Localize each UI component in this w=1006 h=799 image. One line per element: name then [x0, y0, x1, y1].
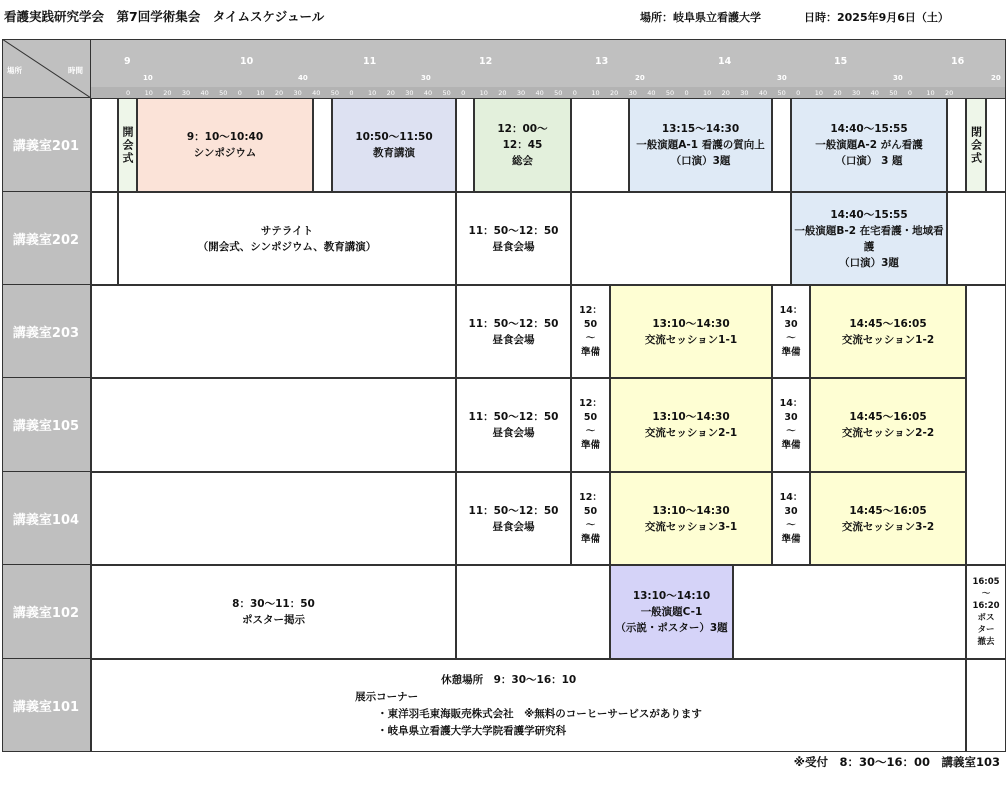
minute-tick-label: 40: [647, 89, 656, 97]
r105-prep-2: [772, 378, 810, 472]
a2-title: 一般演題A-2 がん看護: [815, 139, 923, 151]
room-label-105: 講義室105: [2, 378, 91, 472]
general-time: 12：00〜: [497, 123, 548, 135]
minute-tick-label: 0: [796, 89, 801, 97]
general-time-end: 12：45: [502, 139, 543, 151]
education-title: 教育講演: [373, 147, 415, 159]
minute-tick-label: 50: [330, 89, 340, 97]
session-time: 14:45〜16:05: [849, 504, 927, 517]
minute-tick-label: 10: [256, 89, 265, 97]
removal-start: 16:05: [972, 577, 1000, 587]
sub-minute-label: 20: [635, 74, 645, 82]
r102-poster-display: [91, 565, 456, 659]
minute-tick-label: 20: [163, 89, 172, 97]
r203-lunch: [456, 285, 571, 378]
lunch-label: 昼食会場: [492, 427, 535, 439]
r201-closing: [966, 98, 986, 192]
r201-break-1: [313, 98, 332, 192]
minute-tick-label: 40: [312, 89, 321, 97]
minute-tick-label: 50: [665, 89, 675, 97]
minute-tick-label: 50: [219, 89, 228, 97]
minute-tick-label: 30: [181, 89, 191, 97]
schedule-title: 看護実践研究学会 第7回学術集会 タイムスケジュール: [4, 9, 325, 24]
r104-prep-1: [571, 472, 610, 565]
prep-tilde: 〜: [585, 426, 596, 437]
room-label-203: 講義室203: [2, 285, 91, 378]
a2-time: 14:40〜15:55: [830, 123, 908, 135]
hour-label: 12: [479, 56, 493, 67]
r202-empty-mid: [571, 192, 791, 285]
minute-tick-label: 20: [386, 89, 395, 97]
hour-label: 9: [124, 56, 131, 67]
r201-symposium: [137, 98, 313, 192]
lunch-label: 昼食会場: [492, 240, 535, 253]
sub-minute-label: 30: [893, 74, 903, 82]
schedule-grid: [2, 39, 1006, 752]
r203-prep-2: [772, 285, 810, 378]
lunch-time: 11：50〜12：50: [468, 317, 559, 330]
prep-time: 12：50: [579, 491, 602, 517]
r202-satellite: [118, 192, 456, 285]
r203-session-1-2: [810, 285, 966, 378]
r203-empty-start: [91, 285, 456, 378]
minute-tick-label: 20: [833, 89, 842, 97]
c1-title: 一般演題C-1: [640, 606, 703, 618]
prep-time: 12：50: [579, 398, 602, 423]
minute-tick-label: 20: [498, 89, 507, 97]
minute-tick-label: 0: [907, 89, 912, 97]
hour-label: 14: [718, 56, 732, 67]
prep-time: 14：30: [779, 398, 803, 423]
poster-time: 8：30〜11：50: [232, 598, 315, 610]
prep-label: 準備: [580, 346, 600, 358]
session-title: 交流セッション1-2: [841, 333, 935, 346]
minute-tick-label: 40: [423, 89, 433, 97]
minute-tick-row: [91, 87, 1006, 98]
minute-tick-label: 50: [889, 89, 898, 97]
lunch-time: 11：50〜12：50: [468, 224, 559, 237]
r102-empty-mid: [456, 565, 610, 659]
r104-prep-2: [772, 472, 810, 565]
prep-label: 準備: [781, 440, 801, 451]
a1-sub: （口演）3題: [670, 155, 731, 167]
rest-time: 休憩場所 9：30〜16：10: [441, 673, 577, 686]
session-time: 14:45〜16:05: [849, 317, 927, 330]
prep-tilde: 〜: [786, 332, 796, 344]
r201-session-a1: [629, 98, 772, 192]
c1-time: 13:10〜14:10: [632, 590, 711, 602]
a1-title: 一般演題A-1 看護の質向上: [636, 139, 765, 151]
r201-opening: [118, 98, 137, 192]
r105-empty-start: [91, 378, 456, 472]
r105-session-2-2: [810, 378, 966, 472]
r105-lunch: [456, 378, 571, 472]
reception-note: ※受付 8：30〜16：00 講義室103: [793, 755, 1000, 769]
r105-session-2-1: [610, 378, 772, 472]
venue-label: 場所：岐阜県立看護大学: [640, 11, 761, 24]
poster-label: ポスター掲示: [242, 614, 305, 626]
exhibit-item: ・岐阜県立看護大学大学院看護学研究科: [377, 724, 567, 737]
minute-tick-label: 30: [740, 89, 749, 97]
sub-minute-label: 30: [421, 74, 431, 82]
r104-lunch: [456, 472, 571, 565]
r105-prep-1: [571, 378, 610, 472]
minute-tick-label: 40: [758, 89, 768, 97]
r201-education: [332, 98, 456, 192]
minute-tick-label: 10: [367, 89, 377, 97]
room-label-201: 講義室201: [2, 98, 91, 192]
r202-session-b2: [791, 192, 947, 285]
prep-label: 準備: [781, 346, 801, 358]
satellite-sub: （開会式、シンポジウム、教育講演）: [197, 240, 377, 253]
minute-tick-label: 30: [405, 89, 414, 97]
prep-time: 14：30: [779, 304, 803, 330]
r201-break-4: [772, 98, 791, 192]
session-title: 交流セッション1-1: [644, 333, 738, 346]
hour-label: 10: [240, 56, 254, 67]
b2-sub: （口演）3題: [839, 256, 899, 269]
minute-tick-label: 30: [293, 89, 302, 97]
session-time: 14:45〜16:05: [849, 411, 927, 423]
b2-title: 一般演題B-2 在宅看護・地域看護: [794, 224, 944, 253]
minute-tick-label: 40: [535, 89, 544, 97]
lunch-time: 11：50〜12：50: [468, 504, 559, 517]
room-label-101: 講義室101: [2, 659, 91, 752]
exhibit-title: 展示コーナー: [355, 690, 419, 703]
minute-tick-label: 40: [200, 89, 209, 97]
room-label-104: 講義室104: [2, 472, 91, 565]
session-time: 13:10〜14:30: [652, 504, 730, 517]
minute-tick-label: 30: [628, 89, 637, 97]
minute-tick-label: 50: [442, 89, 451, 97]
minute-tick-label: 10: [591, 89, 600, 97]
minute-tick-label: 10: [144, 89, 153, 97]
minute-tick-label: 0: [237, 89, 242, 97]
header-corner: [2, 39, 91, 98]
hour-label: 15: [834, 56, 848, 67]
satellite-title: サテライト: [260, 224, 314, 237]
prep-label: 準備: [781, 533, 801, 545]
r201-general-meeting: [474, 98, 571, 192]
minute-tick-label: 0: [572, 89, 577, 97]
minute-tick-label: 0: [349, 89, 354, 97]
r102-poster-removal: [966, 565, 1006, 659]
minute-tick-label: 40: [870, 89, 879, 97]
removal-tilde: 〜: [981, 589, 991, 599]
r101-rest-area: [91, 659, 966, 752]
r203-session-1-1: [610, 285, 772, 378]
minute-tick-label: 30: [516, 89, 526, 97]
r104-session-3-1: [610, 472, 772, 565]
exhibit-item: ・東洋羽毛東海販売株式会社 ※無料のコーヒーサービスがあります: [377, 707, 702, 720]
r102-empty-after: [733, 565, 966, 659]
minute-tick-label: 50: [777, 89, 786, 97]
session-title: 交流セッション2-2: [841, 427, 935, 439]
hour-label: 16: [951, 56, 965, 67]
corner-place-label: 場所: [7, 66, 22, 75]
session-time: 13:10〜14:30: [652, 411, 730, 423]
date-label: 日時：2025年9月6日（土）: [804, 11, 949, 24]
r202-lunch: [456, 192, 571, 285]
symposium-title: シンポジウム: [193, 147, 257, 159]
hour-label: 13: [595, 56, 609, 67]
prep-tilde: 〜: [786, 426, 796, 437]
b2-time: 14:40〜15:55: [830, 208, 908, 221]
r104-empty-start: [91, 472, 456, 565]
minute-tick-label: 10: [814, 89, 824, 97]
prep-label: 準備: [580, 440, 600, 451]
sub-minute-label: 30: [777, 74, 787, 82]
minute-tick-label: 50: [554, 89, 563, 97]
removal-end: 16:20: [972, 601, 1000, 611]
lunch-label: 昼食会場: [492, 333, 535, 346]
r102-session-c1: [610, 565, 733, 659]
symposium-time: 9：10〜10:40: [186, 131, 264, 143]
minute-tick-label: 0: [684, 89, 689, 97]
prep-tilde: 〜: [585, 332, 596, 344]
minute-tick-label: 10: [703, 89, 712, 97]
r201-break-5: [947, 98, 966, 192]
r201-break-2: [456, 98, 474, 192]
session-title: 交流セッション3-1: [644, 520, 738, 533]
education-time: 10:50〜11:50: [355, 131, 433, 143]
prep-time: 14：30: [779, 491, 803, 517]
corner-time-label: 時間: [68, 66, 83, 75]
room-label-102: 講義室102: [2, 565, 91, 659]
session-title: 交流セッション2-1: [644, 427, 738, 439]
r202-empty-start: [91, 192, 118, 285]
opening-label: 開会式: [121, 125, 134, 165]
general-title: 総会: [512, 155, 533, 167]
a1-time: 13:15〜14:30: [661, 123, 740, 135]
sub-minute-label: 20: [991, 74, 1001, 82]
r104-session-3-2: [810, 472, 966, 565]
minute-tick-label: 20: [609, 89, 619, 97]
r201-empty-end: [986, 98, 1006, 192]
minute-tick-label: 20: [945, 89, 954, 97]
prep-tilde: 〜: [585, 519, 596, 531]
minute-tick-label: 20: [721, 89, 730, 97]
r203-prep-1: [571, 285, 610, 378]
c1-sub: （示説・ポスター）3題: [615, 622, 728, 634]
lunch-label: 昼食会場: [492, 520, 535, 533]
minute-tick-label: 10: [926, 89, 935, 97]
closing-label: 閉会式: [969, 125, 983, 165]
session-title: 交流セッション3-2: [841, 520, 935, 533]
r101-empty-end: [966, 659, 1006, 752]
r201-session-a2: [791, 98, 947, 192]
r202-empty-end: [947, 192, 1006, 285]
prep-tilde: 〜: [786, 519, 796, 531]
r201-break-3: [571, 98, 629, 192]
removal-label: ポスター撤去: [977, 613, 995, 647]
minute-tick-label: 0: [461, 89, 466, 97]
room-label-202: 講義室202: [2, 192, 91, 285]
session-time: 13:10〜14:30: [652, 317, 730, 330]
r201-empty-start: [91, 98, 118, 192]
r203-104-empty-end: [966, 285, 1006, 565]
minute-tick-label: 0: [126, 89, 131, 97]
prep-label: 準備: [580, 533, 600, 545]
sub-minute-label: 10: [143, 74, 153, 82]
minute-tick-label: 30: [851, 89, 861, 97]
prep-time: 12：50: [579, 304, 602, 330]
a2-sub: （口演） 3 題: [835, 155, 903, 167]
sub-minute-label: 40: [298, 74, 308, 82]
hour-label: 11: [363, 56, 377, 67]
lunch-time: 11：50〜12：50: [468, 411, 559, 423]
minute-tick-label: 10: [479, 89, 488, 97]
minute-tick-label: 20: [274, 89, 284, 97]
